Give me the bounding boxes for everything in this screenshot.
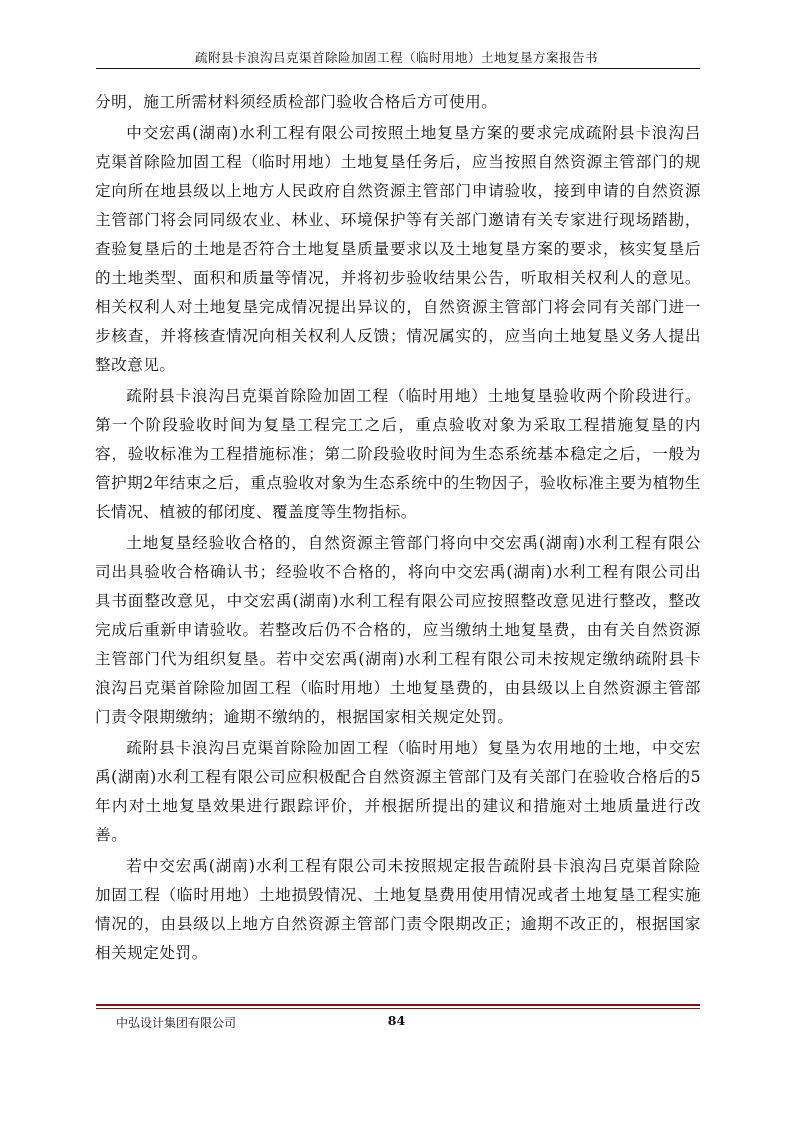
paragraph-6: 若中交宏禹(湖南)水利工程有限公司未按照规定报告疏附县卡浪沟吕克渠首除险加固工程（临时用地）土地损毁情况、土地复垦费用使用情况或者土地复垦工程实施情况的，由县级以上地方自然资源主管部门责令限期改正；逾期不改正的，根据国家相关规定处罚。 [95, 857, 701, 962]
paragraph-1: 分明，施工所需材料须经质检部门验收合格后方可使用。 [95, 93, 498, 111]
paragraph-2: 中交宏禹(湖南)水利工程有限公司按照土地复垦方案的要求完成疏附县卡浪沟吕克渠首除险加固工程（临时用地）土地复垦任务后，应当按照自然资源主管部门的规定向所在地县级以上地方人民政府自然资源主管部门申请验收，接到申请的自然资源主管部门将会同同级农业、林业、环境保护等有关部门邀请有关专家进行现场踏勘，查验复垦后的土地是否符合土地复垦质量要求以及土地复垦方案的要求，核实复垦后的土地类型、面积和质量等情况，并将初步验收结果公告，听取相关权利人的意见。相关权利人对土地复垦完成情况提出异议的，自然资源主管部门将会同有关部门进一步核查，并将核查情况向相关权利人反馈；情况属实的，应当向土地复垦义务人提出整改意见。 [95, 124, 701, 374]
footer-divider-thick [96, 1004, 700, 1006]
page-header-title: 疏附县卡浪沟吕克渠首除险加固工程（临时用地）土地复垦方案报告书 [194, 50, 598, 65]
document-body [95, 88, 701, 968]
footer-company-name: 中弘设计集团有限公司 [116, 1016, 237, 1030]
paragraph-4: 土地复垦经验收合格的，自然资源主管部门将向中交宏禹(湖南)水利工程有限公司出具验收合格确认书；经验收不合格的，将向中交宏禹(湖南)水利工程有限公司出具书面整改意见，中交宏禹(湖南)水利工程有限公司应按照整改意见进行整改，整改完成后重新申请验收。若整改后仍不合格的，应当缴纳土地复垦费，由有关自然资源主管部门代为组织复垦。若中交宏禹(湖南)水利工程有限公司未按规定缴纳疏附县卡浪沟吕克渠首除险加固工程（临时用地）土地复垦费的，由县级以上自然资源主管部门责令限期缴纳；逾期不缴纳的，根据国家相关规定处罚。 [95, 534, 701, 726]
paragraph-5: 疏附县卡浪沟吕克渠首除险加固工程（临时用地）复垦为农用地的土地，中交宏禹(湖南)水利工程有限公司应积极配合自然资源主管部门及有关部门在验收合格后的5年内对土地复垦效果进行跟踪评价，并根据所提出的建议和措施对土地质量进行改善。 [95, 739, 701, 844]
paragraph-3: 疏附县卡浪沟吕克渠首除险加固工程（临时用地）土地复垦验收两个阶段进行。第一个阶段验收时间为复垦工程完工之后，重点验收对象为采取工程措施复垦的内容，验收标准为工程措施标准；第二阶段验收时间为生态系统基本稳定之后，一般为管护期2年结束之后，重点验收对象为生态系统中的生物因子，验收标准主要为植物生长情况、植被的郁闭度、覆盖度等生物指标。 [95, 387, 701, 521]
header-divider [96, 68, 700, 69]
footer-divider-thin [96, 1008, 700, 1009]
page-number: 84 [387, 1013, 406, 1028]
